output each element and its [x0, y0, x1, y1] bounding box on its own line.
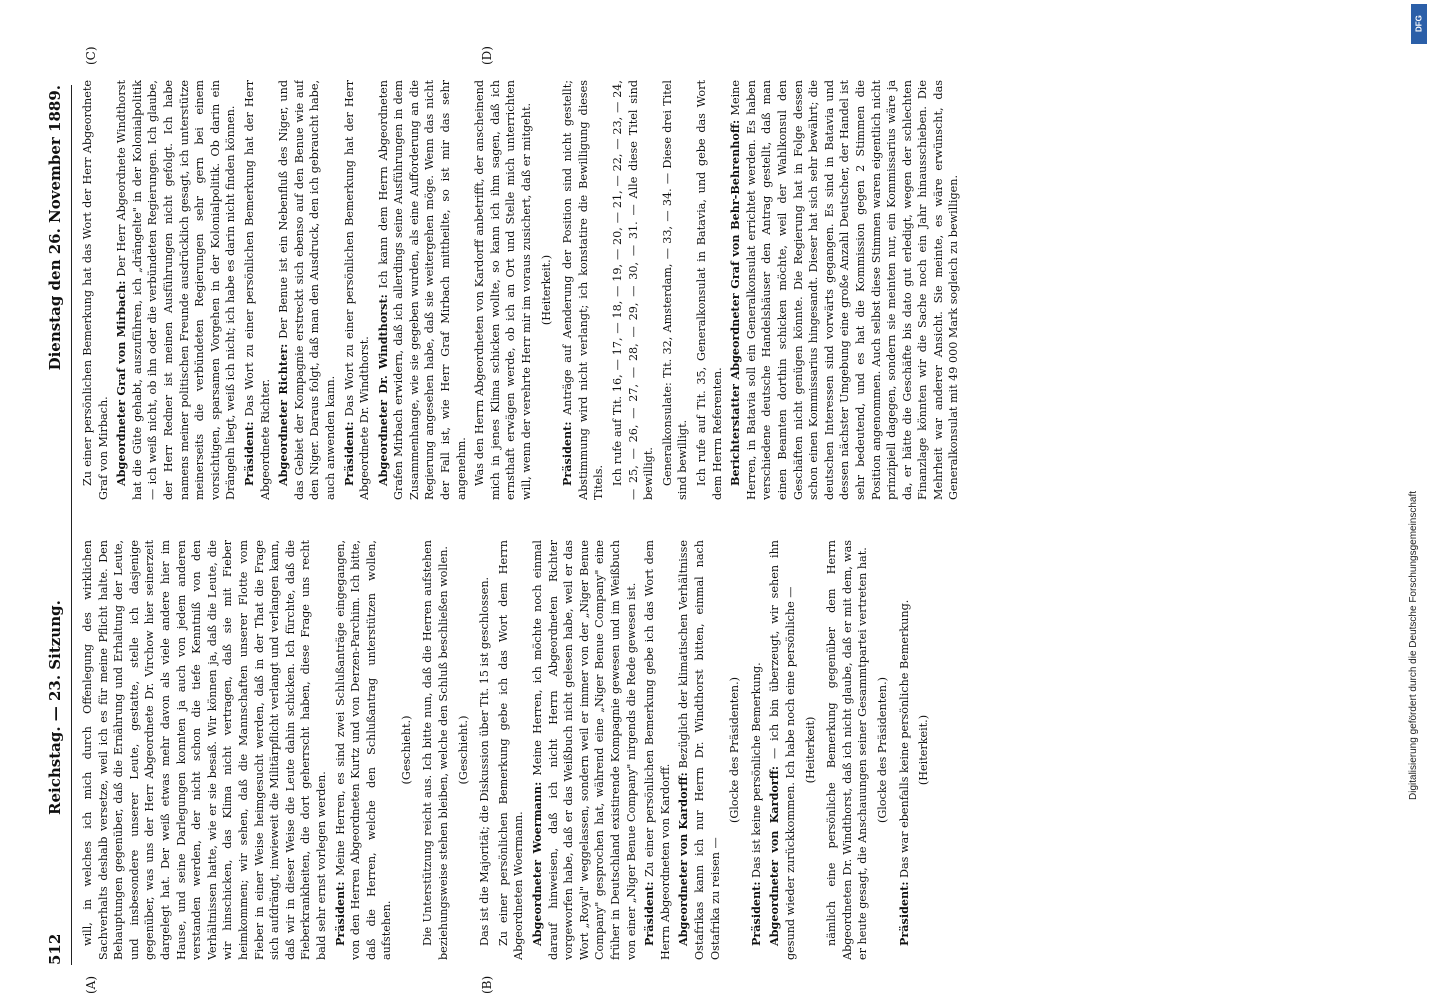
- speech-paragraph: [114, 80, 239, 500]
- text-paragraph: Was den Herrn Abgeordneten von Kardorff anbetrifft, der anscheinend mich in jenes Klima schicken wollte, so kann ich ihm sagen, daß ich ernsthaft erwägen werde, ob ich an Ort und Stelle mich unterrichten will, wenn der verehrte Herr mir im voraus zusichert, daß er mitgeht.: [473, 80, 534, 500]
- speech-paragraph: [642, 540, 673, 960]
- speech-paragraph: [376, 80, 470, 500]
- speech-paragraph: [749, 540, 765, 960]
- speech-text: Anträge auf Aenderung der Position sind nicht gestellt; Abstimmung wird nicht verlangt; ich konstatire die Bewilligung dieses Titels.: [561, 80, 606, 500]
- header-date: Dienstag den 26. November 1889.: [46, 85, 64, 371]
- speech-paragraph: [530, 540, 639, 960]
- speech-paragraph: [728, 80, 960, 500]
- speech-text: — ich bin überzeugt, wir sehen ihn gesund wieder zurückkommen. Ich habe noch eine persönliche —: [768, 540, 797, 960]
- speech-text: Der Benue ist ein Nebenfluß des Niger, und das Gebiet der Kompagnie erstreckt sich ebenso auf den Benue wie auf den Niger. Daraus folgt, daß man den Ausdruck, den ich gebraucht habe, auch anwenden kann.: [277, 80, 337, 500]
- speaker-name: Präsident:: [896, 881, 911, 946]
- text-paragraph: Generalkonsulate: Tit. 32, Amsterdam, — 33, — 34. — Diese drei Titel sind bewilligt.: [660, 80, 690, 500]
- speech-text: Ich kann dem Herrn Abgeordneten Grafen Mirbach erwidern, daß ich allerdings seine Ausführungen in dem Zusammenhange, wie sie gegeben wurden, als eine Aufforderung an die Regierung angesehen habe, daß sie weitergehen möge. Wenn das nicht der Fall ist, wie Herr Graf Mirbach mittheilte, so ist mir das sehr angenehm.: [376, 80, 468, 500]
- text-paragraph: Ich rufe auf Tit. 16, — 17, — 18, — 19, — 20, — 21, — 22, — 23, — 24, — 25, — 26, — 27, — 28, — 29, — 30, — 31. — Alle diese Titel sind bewilligt.: [611, 80, 656, 500]
- text-paragraph: Das ist die Majorität; die Diskussion über Tit. 15 ist geschlossen.: [478, 576, 492, 946]
- margin-mark-a: (A): [84, 975, 98, 994]
- speech-paragraph: [242, 80, 273, 500]
- speech-text: Der Herr Abgeordnete Windthorst hat die Güte gehabt, auszuführen, ich „drängelte" in der Kolonialpolitik — ich weiß nicht, ob ihn oder die verbündeten Regierungen. Ich glaube, der Herr Redner ist meinen Ausführungen nicht gefolgt. Ich habe namens meiner politischen Freunde ausdrücklich gesagt, ich unterstütze meinerseits die verbündeten Regierungen sehr gern bei einem vorsichtigen, sparsamen Vorgehen in der Kolonialpolitik. Ob darin ein Drängeln liegt, weiß ich nicht; ich habe es darin nicht finden können.: [115, 80, 238, 500]
- header-body: Reichstag. — 23. Sitzung.: [46, 600, 64, 815]
- text-paragraph: Ich rufe auf Tit. 35, Generalkonsulat in Batavia, und gebe das Wort dem Herrn Referenten.: [694, 80, 724, 500]
- speech-paragraph: [676, 540, 723, 960]
- speaker-name: Präsident:: [560, 421, 575, 486]
- speech-text: Das ist keine persönliche Bemerkung.: [749, 662, 763, 878]
- speech-paragraph: [333, 540, 395, 960]
- page-header: [46, 85, 70, 965]
- speech-text: Bezüglich der klimatischen Verhältnisse Ostafrikas kann ich nur Herrn Dr. Windthorst bitten, einmal nach Ostafrika zu reisen —: [677, 540, 722, 960]
- text-paragraph: Zu einer persönlichen Bemerkung hat das Wort der Herr Abgeordnete Graf von Mirbach.: [81, 80, 110, 500]
- speech-text: Meine Herren, es sind zwei Schlußanträge eingegangen, von den Herren Abgeordneten Kurtz und von Derzen-Parchim. Ich bitte, daß die Herren, welche den Schlußantrag unterstützen wollen, aufstehen.: [333, 540, 394, 960]
- page-number: 512: [46, 933, 64, 965]
- text-paragraph: Zu einer persönlichen Bemerkung gebe ich das Wort dem Herrn Abgeordneten Woermann.: [496, 540, 526, 960]
- text-paragraph: nämlich eine persönliche Bemerkung gegenüber dem Herrn Abgeordneten Dr. Windthorst, daß ich nicht glaube, daß er mit dem, was er heute gesagt, die Anschauungen seiner Gesammtpartei vertreten hat.: [825, 540, 870, 960]
- margin-mark-b: (B): [480, 975, 494, 994]
- stage-direction: (Glocke des Präsidenten.): [875, 677, 889, 824]
- speaker-name: Berichterstatter Abgeordneter Graf von Behr-Behrenhoff:: [728, 119, 743, 486]
- stage-direction: (Glocke des Präsidenten.): [728, 677, 742, 824]
- margin-mark-d: (D): [480, 46, 494, 65]
- speaker-name: Präsident:: [341, 421, 356, 486]
- speech-text: Das Wort zu einer persönlichen Bemerkung hat der Herr Abgeordnete Richter.: [242, 80, 272, 500]
- text-paragraph: Die Unterstützung reicht aus. Ich bitte nun, daß die Herren aufstehen beziehungsweise stehen bleiben, welche den Schluß beschließen wollen.: [421, 540, 451, 960]
- speaker-name: Abgeordneter Dr. Windthorst:: [375, 294, 390, 486]
- speech-paragraph: [560, 80, 607, 500]
- digitization-credit: Digitalisierung gefördert durch die Deutsche Forschungsgemeinschaft: [1408, 490, 1419, 800]
- speaker-name: Abgeordneter Graf von Mirbach:: [114, 280, 129, 486]
- speaker-name: Präsident:: [642, 881, 657, 946]
- stage-direction: (Heiterkeit): [803, 716, 817, 784]
- speech-text: Meine Herren, in Batavia soll ein Generalkonsulat errichtet werden. Es haben verschiedene deutsche Handelshäuser den Antrag gestellt, daß man einen Beamten dorthin schicken möchte, weil der Wahlkonsul den Geschäften nicht genügen könnte. Die Regierung hat in Folge dessen schon einen Kommissarius hingesandt. Dieser hat sich sehr bewährt; die deutschen Interessen sind vorwärts gegangen. Es sind in Batavia und dessen nächster Umgebung eine große Anzahl Deutscher, der Handel ist sehr bedeutend, und es hat die Kommission gegen 2 Stimmen die Position angenommen. Auch selbst diese Stimmen waren eigentlich nicht prinzipiell dagegen, sondern sie meinten nur, ein Kommissarius wäre ja da, er hätte die Geschäfte bis dato gut erledigt, wegen der schlechten Finanzlage könnten wir die Sache noch ein Jahr hinausschieben. Die Mehrheit war anderer Ansicht. Sie meinte, es wäre erwünscht, das Generalkonsulat mit 49 000 Mark sogleich zu bewilligen.: [729, 80, 960, 500]
- speaker-name: Präsident:: [748, 881, 763, 946]
- speaker-name: Abgeordneter von Kardorff:: [767, 765, 782, 946]
- speech-paragraph: [767, 540, 798, 960]
- speaker-name: Präsident:: [241, 421, 256, 486]
- speech-paragraph: [897, 540, 913, 960]
- speech-text: Das war ebenfalls keine persönliche Bemerkung.: [897, 599, 911, 878]
- speaker-name: Abgeordneter Richter:: [276, 343, 291, 486]
- stage-direction: (Heiterkeit.): [917, 714, 931, 786]
- dfg-badge: DFG: [1411, 4, 1427, 44]
- speech-text: Meine Herren, ich möchte noch einmal darauf hinweisen, daß ich nicht Herrn Abgeordneten Richter vorgeworfen habe, daß er das Weißbuch nicht gelesen habe, weil er das Wort „Royal" weggelassen, sondern weil er immer von der „Niger Benue Company" gesprochen hat, während eine „Niger Benue Company" eine früher in Deutschland existirende Kompagnie gewesen und im Weißbuch von einer „Niger Benue Company" nirgends die Rede gewesen ist.: [531, 540, 638, 960]
- stage-direction: (Geschieht.): [399, 715, 413, 785]
- stage-direction: (Geschieht.): [456, 715, 470, 785]
- speaker-name: Präsident:: [332, 881, 347, 946]
- margin-mark-c: (C): [84, 46, 98, 65]
- speech-paragraph: [342, 80, 373, 500]
- speech-paragraph: [276, 80, 338, 500]
- stage-direction: (Heiterkeit.): [539, 254, 553, 326]
- text-paragraph: will, in welches ich mich durch Offenlegung des wirklichen Sachverhalts deshalb versetze, weil ich es für meine Pflicht halte. Den Behauptungen gegenüber, daß die Ernährung und Erhaltung der Leute, und insbesondere unserer Leute, gestatte, stelle ich dasjenige gegenüber, was uns der Herr Abgeordnete Dr. Virchow hier seinerzeit dargelegt hat. Der weiß etwas mehr davon als viele andere hier im Hause, und seine Darlegungen konnten ja auch von jedem anderen verstanden werden, der nicht schon die tiefe Kenntniß von den Verhältnissen hatte, wie er sie besaß. Wir können ja, daß die Leute, die wir hinschicken, das Klima nicht vertragen, daß sie mit Fieber heimkommen; wir sehen, daß die Mannschaften unserer Flotte vom Fieber in einer Weise heimgesucht werden, daß in der That die Frage sich aufdrängt, inwieweit die Militärpflicht verlangt und verlangen kann, daß wir in dieser Weise die Leute dahin schicken. Ich fürchte, daß die Fieberkrankheiten, die dort geherrscht haben, diese Frage uns recht bald sehr ernst vorlegen werden.: [81, 540, 328, 960]
- speech-text: Zu einer persönlichen Bemerkung gebe ich das Wort dem Herrn Abgeordneten von Kardorff.: [643, 540, 672, 960]
- speaker-name: Abgeordneter Woermann:: [530, 781, 545, 946]
- header-rule: [71, 85, 72, 965]
- left-column: [80, 540, 960, 960]
- speaker-name: Abgeordneter von Kardorff:: [676, 772, 691, 946]
- right-column: [80, 80, 960, 500]
- speech-text: Das Wort zu einer persönlichen Bemerkung hat der Herr Abgeordnete Dr. Windthorst.: [342, 80, 372, 500]
